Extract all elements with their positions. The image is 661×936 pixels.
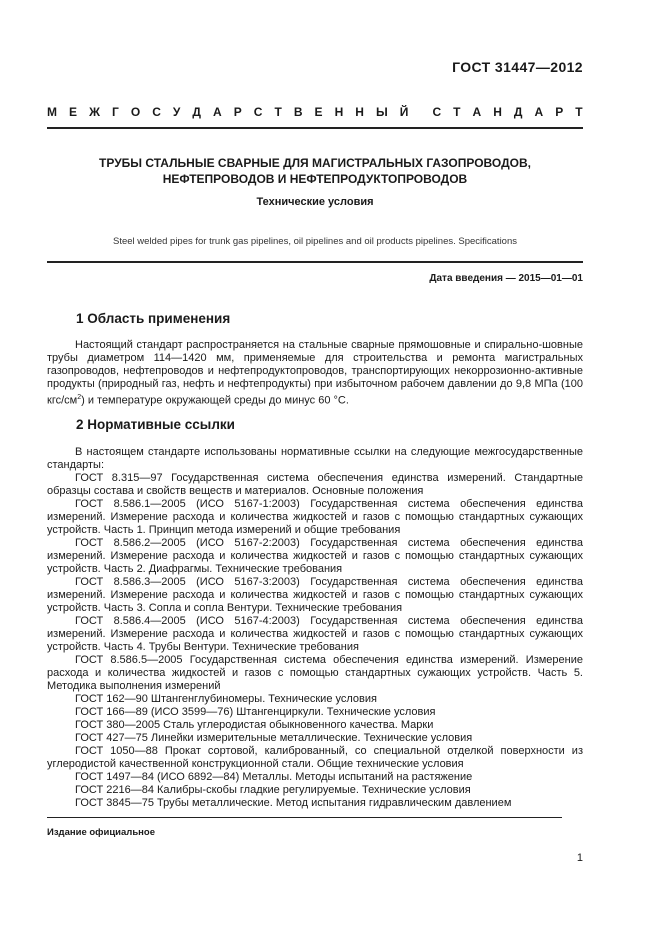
reference-item: ГОСТ 8.586.5—2005 Государственная система обеспечения единства измерений. Измерение расхода и количества жидкостей и газов с помощью стандартных сужающих устройств. Часть 5. Методика выполнения измерений [47, 654, 583, 692]
banner-letter: Е [314, 105, 323, 119]
banner-letter: Т [453, 105, 461, 119]
document-title [47, 155, 583, 187]
section-1-superscript: 2 [77, 394, 82, 401]
reference-item: ГОСТ 380—2005 Сталь углеродистая обыкновенного качества. Марки [75, 719, 434, 731]
banner-letter: Р [555, 105, 564, 119]
banner-letter: А [472, 105, 482, 119]
banner-letter: Е [69, 105, 78, 119]
section-2-heading: 2 Нормативные ссылки [76, 417, 235, 432]
title-line-1: ТРУБЫ СТАЛЬНЫЕ СВАРНЫЕ ДЛЯ МАГИСТРАЛЬНЫХ ГАЗОПРОВОДОВ, [99, 156, 531, 170]
reference-item: ГОСТ 8.586.4—2005 (ИСО 5167-4:2003) Государственная система обеспечения единства измерений. Измерение расхода и количества жидкостей и газов с помощью стандартных сужающих устройств. Часть 4. Трубы Вентури. Технические требования [47, 615, 583, 653]
official-edition-note: Издание официальное [47, 827, 155, 838]
banner-letter: У [172, 105, 181, 119]
document-subtitle: Технические условия [256, 196, 374, 208]
gost-code: ГОСТ 31447—2012 [452, 59, 583, 75]
page-number: 1 [576, 852, 583, 864]
reference-item: ГОСТ 1050—88 Прокат сортовой, калиброванный, со специальной отделкой поверхности из углеродистой качественной конструкционной стали. Общие технические условия [47, 745, 583, 770]
banner-letter: В [293, 105, 303, 119]
banner-letter: Г [111, 105, 119, 119]
banner-letter: Д [192, 105, 201, 119]
reference-item: ГОСТ 8.586.3—2005 (ИСО 5167-3:2003) Государственная система обеспечения единства измерений. Измерение расхода и количества жидкостей и газов с помощью стандартных сужающих устройств. Часть 3. Сопла и сопла Вентури. Технические требования [47, 576, 583, 614]
banner-letter: Т [575, 105, 583, 119]
banner-letter: С [152, 105, 161, 119]
top-divider [47, 127, 583, 129]
banner-letter: А [212, 105, 222, 119]
banner-letter: О [130, 105, 141, 119]
section-2-intro-text: В настоящем стандарте использованы нормативные ссылки на следующие межгосударственные стандарты: [47, 446, 583, 471]
introduction-date: Дата введения — 2015—01—01 [429, 273, 583, 284]
banner-letter: Н [493, 105, 502, 119]
reference-item: ГОСТ 8.586.2—2005 (ИСО 5167-2:2003) Государственная система обеспечения единства измерений. Измерение расхода и количества жидкостей и газов с помощью стандартных сужающих устройств. Часть 2. Диафрагмы. Технические требования [47, 537, 583, 575]
banner-letter: М [47, 105, 57, 119]
banner-letter: Т [274, 105, 282, 119]
reference-item: ГОСТ 3845—75 Трубы металлические. Метод испытания гидравлическим давлением [75, 797, 512, 809]
reference-item: ГОСТ 427—75 Линейки измерительные металлические. Технические условия [75, 732, 473, 744]
reference-item: ГОСТ 1497—84 (ИСО 6892—84) Металлы. Методы испытаний на растяжение [75, 771, 473, 783]
reference-item: ГОСТ 8.315—97 Государственная система обеспечения единства измерений. Стандартные образцы состава и свойств веществ и материалов. Основные положения [47, 472, 583, 497]
banner-letter: Р [233, 105, 242, 119]
english-title: Steel welded pipes for trunk gas pipelines, oil pipelines and oil products pipelines. Specifications [113, 236, 517, 247]
banner-letter: Н [355, 105, 364, 119]
interstate-standard-banner [47, 105, 583, 119]
banner-letter: А [534, 105, 544, 119]
banner-letter: С [253, 105, 263, 119]
banner-letter: С [432, 105, 442, 119]
banner-letter: Д [513, 105, 523, 119]
reference-item: ГОСТ 2216—84 Калибры-скобы гладкие регулируемые. Технические условия [75, 784, 471, 796]
section-1-text-b: ) и температуре окружающей среды до минус 60 °С. [81, 394, 349, 407]
section-1-body [47, 339, 583, 408]
middle-divider [47, 261, 583, 263]
section-1-text-a: Настоящий стандарт распространяется на стальные сварные прямошовные и спирально-шовные трубы диаметром 114—1420 мм, применяемые для строительства и ремонта магистральных газопроводов, нефтепроводов и нефтепродуктопроводов, транспортирующих некоррозионно-активные продукты (природный газ, нефть и нефтепродукты) при избыточном рабочем давлении до 9,8 МПа (100 кгс/см [47, 339, 583, 407]
normative-references-list [47, 472, 583, 810]
banner-letter: Н [334, 105, 344, 119]
section-1-heading: 1 Область применения [76, 311, 231, 326]
reference-item: ГОСТ 8.586.1—2005 (ИСО 5167-1:2003) Государственная система обеспечения единства измерений. Измерение расхода и количества жидкостей и газов с помощью стандартных сужающих устройств. Часть 1. Принцип метода измерений и общие требования [47, 498, 583, 536]
banner-letter: Ы [375, 105, 388, 119]
title-line-2: НЕФТЕПРОВОДОВ И НЕФТЕПРОДУКТОПРОВОДОВ [162, 172, 468, 186]
footer-divider [47, 817, 562, 818]
section-2-intro [47, 446, 583, 472]
reference-item: ГОСТ 166—89 (ИСО 3599—76) Штангенциркули. Технические условия [75, 706, 436, 718]
banner-letter: Ж [89, 105, 100, 119]
banner-letter: Й [399, 105, 409, 119]
reference-item: ГОСТ 162—90 Штангенглубиномеры. Технические условия [75, 693, 377, 705]
